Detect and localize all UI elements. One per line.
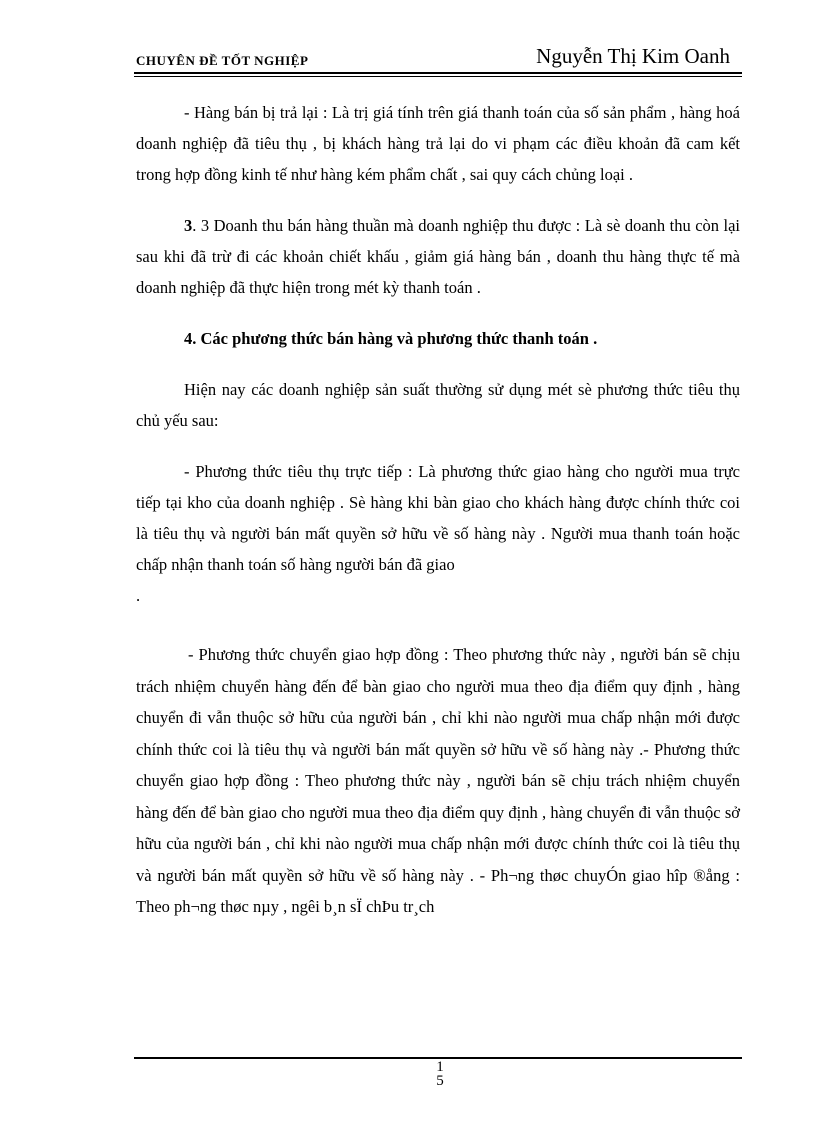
document-header-title: CHUYÊN ĐỀ TỐT NGHIỆP <box>136 53 309 68</box>
paragraph-contract-transfer: - Phương thức chuyển giao hợp đồng : Theo phương thức này , người bán sẽ chịu trách nhiệm chuyển hàng đến để bàn giao cho người mua theo địa điểm quy định , hàng chuyển đi vẫn thuộc sở hữu của người bán , chỉ khi nào người mua chấp nhận mới được chính thức coi là tiêu thụ và người bán mất quyền sở hữu về số hàng này .- Phương thức chuyển giao hợp đồng : Theo phương thức này , người bán sẽ chịu trách nhiệm chuyển hàng đến để bàn giao cho người mua theo địa điểm quy định , hàng chuyển đi vẫn thuộc sở hữu của người bán , chỉ khi nào người mua chấp nhận mới được chính thức coi là tiêu thụ và người bán mất quyền sở hữu về số hàng này . - Ph¬ng thøc chuyÓn giao hîp ®ång : Theo ph¬ng thøc nµy , ngêi b¸n sÏ chÞu tr¸ch <box>136 645 740 916</box>
header-rule-thin <box>134 76 742 77</box>
header-rule <box>134 72 742 74</box>
section-heading: 4. Các phương thức bán hàng và phương thức thanh toán . <box>184 329 598 348</box>
paragraph-direct-sales-end: . <box>136 586 141 605</box>
page-number-digit-2: 5 <box>436 1073 444 1089</box>
paragraph-direct-sales: - Phương thức tiêu thụ trực tiếp : Là phương thức giao hàng cho người mua trực tiếp tại kho của doanh nghiệp . Sè hàng khi bàn giao cho khách hàng được chính thức coi là tiêu thụ và người bán mất quyền sở hữu về số hàng này . Người mua thanh toán hoặc chấp nhận thanh toán số hàng người bán đã giao <box>136 462 740 574</box>
page-number-digit-1: 1 <box>436 1059 444 1075</box>
section-number: 3 <box>184 216 193 235</box>
page-number <box>430 1060 450 1088</box>
paragraph-net-revenue <box>136 210 740 303</box>
paragraph-returned-goods: - Hàng bán bị trả lại : Là trị giá tính trên giá thanh toán của số sản phẩm , hàng hoá doanh nghiệp đã tiêu thụ , bị khách hàng trả lại do vi phạm các điều khoản đã cam kết trong hợp đồng kinh tế như hàng kém phẩm chất , sai quy cách chủng loại . <box>136 103 740 184</box>
paragraph-intro: Hiện nay các doanh nghiệp sản suất thường sử dụng mét sè phương thức tiêu thụ chủ yếu sau: <box>136 380 740 430</box>
page-body <box>136 97 740 923</box>
paragraph-net-revenue-text: . 3 Doanh thu bán hàng thuần mà doanh nghiệp thu được : Là sè doanh thu còn lại sau khi đã trừ đi các khoản chiết khấu , giảm giá hàng bán , doanh thu hàng thực tế mà doanh nghiệp đã thực hiện trong mét kỳ thanh toán . <box>136 216 740 297</box>
document-header-author: Nguyễn Thị Kim Oanh <box>536 44 730 68</box>
